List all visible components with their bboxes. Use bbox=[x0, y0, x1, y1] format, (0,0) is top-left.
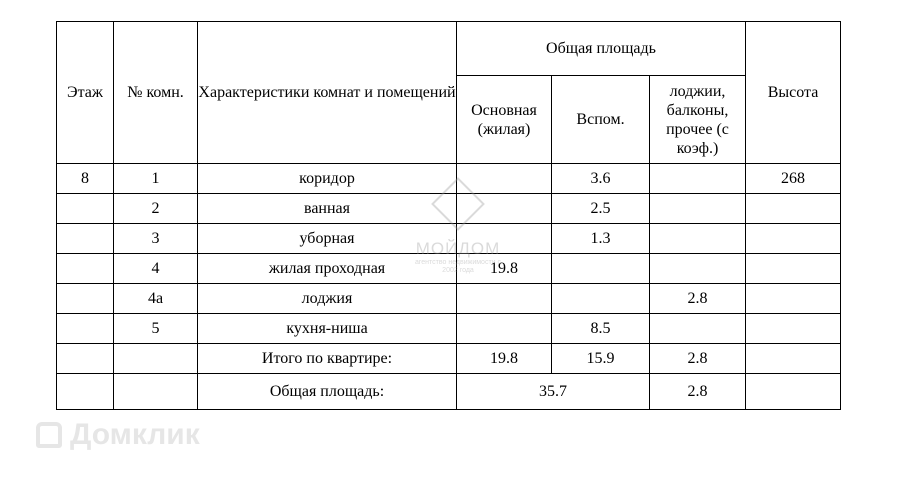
home-icon bbox=[36, 422, 62, 448]
overall-label: Общая площадь: bbox=[198, 374, 457, 410]
overall-area: 35.7 bbox=[457, 374, 650, 410]
site-watermark bbox=[36, 418, 200, 452]
row-room-no: 1 bbox=[114, 164, 198, 194]
overall-loggia: 2.8 bbox=[650, 374, 746, 410]
totals-loggia: 2.8 bbox=[650, 344, 746, 374]
row-floor: 8 bbox=[57, 164, 114, 194]
row-aux: 8.5 bbox=[552, 314, 650, 344]
row-name: жилая проходная bbox=[198, 254, 457, 284]
totals-label: Итого по квартире: bbox=[198, 344, 457, 374]
row-room-no: 3 bbox=[114, 224, 198, 254]
row-name: уборная bbox=[198, 224, 457, 254]
row-name: кухня-ниша bbox=[198, 314, 457, 344]
row-floor bbox=[57, 254, 114, 284]
row-name: коридор bbox=[198, 164, 457, 194]
row-height bbox=[746, 224, 841, 254]
row-floor bbox=[57, 284, 114, 314]
row-main: 19.8 bbox=[457, 254, 552, 284]
row-loggia bbox=[650, 164, 746, 194]
header-room-no: № комн. bbox=[114, 22, 198, 164]
overall-empty-no bbox=[114, 374, 198, 410]
totals-main: 19.8 bbox=[457, 344, 552, 374]
row-aux: 2.5 bbox=[552, 194, 650, 224]
row-loggia bbox=[650, 254, 746, 284]
row-name: ванная bbox=[198, 194, 457, 224]
header-height: Высота bbox=[746, 22, 841, 164]
agency-watermark bbox=[408, 185, 508, 275]
row-name: лоджия bbox=[198, 284, 457, 314]
row-room-no: 4а bbox=[114, 284, 198, 314]
agency-name: МОЙДОМ bbox=[415, 239, 501, 258]
table-row bbox=[57, 314, 841, 344]
row-room-no: 4 bbox=[114, 254, 198, 284]
row-loggia bbox=[650, 224, 746, 254]
row-height bbox=[746, 284, 841, 314]
row-height bbox=[746, 314, 841, 344]
row-aux: 1.3 bbox=[552, 224, 650, 254]
row-aux bbox=[552, 284, 650, 314]
header-characteristics: Характеристики комнат и помещений bbox=[198, 22, 457, 164]
agency-subtitle: агентство недвижимости с 2002 года bbox=[414, 259, 502, 274]
row-room-no: 5 bbox=[114, 314, 198, 344]
row-loggia: 2.8 bbox=[650, 284, 746, 314]
header-total-area: Общая площадь bbox=[457, 22, 746, 76]
header-floor: Этаж bbox=[57, 22, 114, 164]
row-floor bbox=[57, 194, 114, 224]
row-floor bbox=[57, 224, 114, 254]
header-loggias: лоджии, балконы, прочее (с коэф.) bbox=[650, 76, 746, 164]
row-height bbox=[746, 254, 841, 284]
row-floor bbox=[57, 314, 114, 344]
house-logo-icon bbox=[431, 177, 485, 231]
row-loggia bbox=[650, 194, 746, 224]
header-main-living: Основная (жилая) bbox=[457, 76, 552, 164]
totals-empty-height bbox=[746, 344, 841, 374]
overall-empty-floor bbox=[57, 374, 114, 410]
row-height bbox=[746, 194, 841, 224]
header-auxiliary: Вспом. bbox=[552, 76, 650, 164]
row-room-no: 2 bbox=[114, 194, 198, 224]
row-height: 268 bbox=[746, 164, 841, 194]
row-aux: 3.6 bbox=[552, 164, 650, 194]
row-loggia bbox=[650, 314, 746, 344]
row-aux bbox=[552, 254, 650, 284]
overall-empty-height bbox=[746, 374, 841, 410]
table-row bbox=[57, 284, 841, 314]
totals-aux: 15.9 bbox=[552, 344, 650, 374]
site-watermark-text: Домклик bbox=[70, 418, 200, 451]
row-main bbox=[457, 284, 552, 314]
row-main bbox=[457, 314, 552, 344]
totals-empty-no bbox=[114, 344, 198, 374]
totals-empty-floor bbox=[57, 344, 114, 374]
